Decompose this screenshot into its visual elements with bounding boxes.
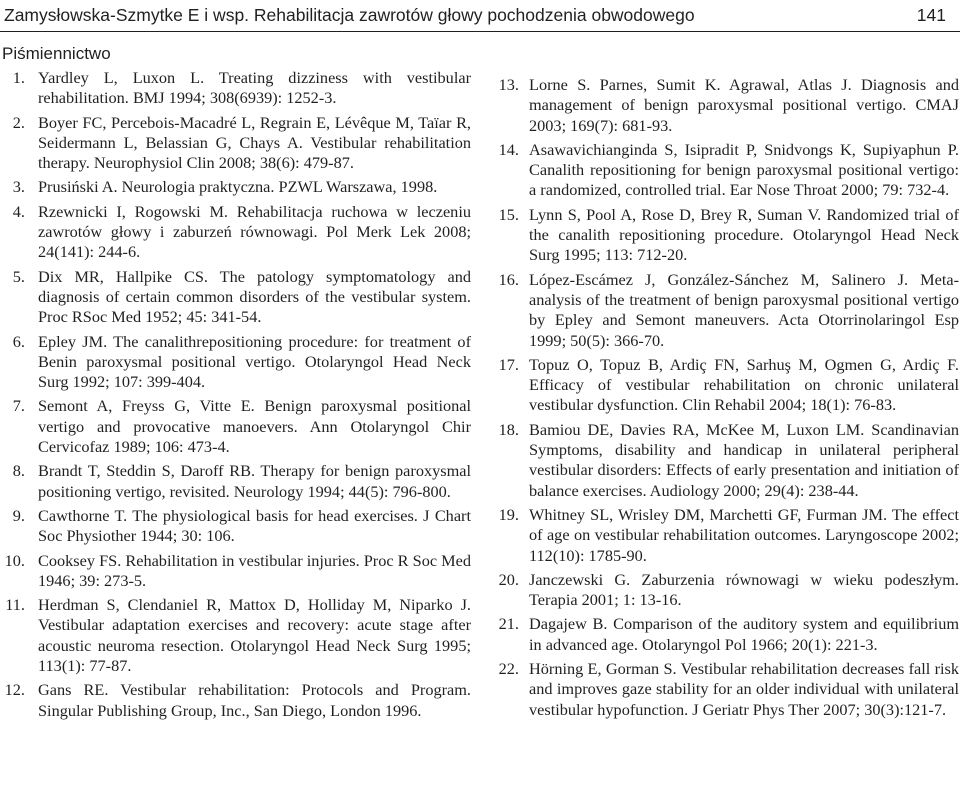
reference-text: Whitney SL, Wrisley DM, Marchetti GF, Furman JM. The effect of age on vestibular rehabilitation outcomes. Laryngoscope 2002; 112(10): 1785-90. xyxy=(529,504,959,565)
reference-number: 17. xyxy=(498,354,519,374)
reference-text: Cawthorne T. The physiological basis for head exercises. J Chart Soc Physiother 1944; 30: 106. xyxy=(38,505,471,546)
reference-text: Bamiou DE, Davies RA, McKee M, Luxon LM. Scandinavian Symptoms, disability and handicap in unilateral peripheral vestibular disorders: Effects of early presentation and initiation of balance exercises. Audiology 2000; 29(4): 238-44. xyxy=(529,419,959,500)
references-column-left xyxy=(0,68,471,725)
reference-number: 7. xyxy=(12,396,25,416)
reference-number: 4. xyxy=(12,201,25,221)
reference-item xyxy=(491,420,959,501)
reference-number: 22. xyxy=(498,659,519,679)
reference-text: Semont A, Freyss G, Vitte E. Benign paroxysmal positional vertigo and provocative manoevers. Ann Otolaryngol Chir Cervicofaz 1989; 106: 473-4. xyxy=(38,396,471,457)
reference-text: Lynn S, Pool A, Rose D, Brey R, Suman V. Randomized trial of the canalith repositioning procedure. Otolaryngol Head Neck Surg 1995; 113: 712-20. xyxy=(529,204,959,265)
reference-item xyxy=(491,355,959,416)
reference-number: 19. xyxy=(498,504,519,524)
reference-number: 13. xyxy=(498,75,519,94)
reference-text: Hörning E, Gorman S. Vestibular rehabilitation decreases fall risk and improves gaze stability for an older individual with unilateral vestibular hypofunction. J Geriatr Phys Ther 2007; 30(3):121-7. xyxy=(529,659,959,719)
section-title: Piśmiennictwo xyxy=(2,44,111,63)
reference-text: López-Escámez J, González-Sánchez M, Salinero J. Meta-analysis of the treatment of benign paroxysmal positional vertigo by Epley and Semont maneuvers. Acta Otorrinolaringol Esp 1999; 50(5): 366-70. xyxy=(529,269,959,350)
reference-list-left xyxy=(0,68,471,721)
reference-item xyxy=(0,506,471,547)
header-divider xyxy=(0,31,960,32)
reference-item xyxy=(0,595,471,676)
reference-number: 9. xyxy=(12,505,25,525)
page-number: 141 xyxy=(916,5,946,25)
reference-number: 3. xyxy=(12,177,25,197)
reference-number: 16. xyxy=(498,269,519,289)
reference-item xyxy=(0,177,471,197)
reference-text: Brandt T, Steddin S, Daroff RB. Therapy for benign paroxysmal positioning vertigo, revisited. Neurology 1994; 44(5): 796-800. xyxy=(38,461,471,501)
reference-item xyxy=(491,614,959,655)
reference-text: Dagajew B. Comparison of the auditory system and equilibrium in advanced age. Otolaryngol Pol 1966; 20(1): 221-3. xyxy=(529,614,959,654)
reference-item xyxy=(491,75,959,136)
reference-item xyxy=(491,570,959,611)
reference-item xyxy=(491,270,959,351)
reference-text: Topuz O, Topuz B, Ardiç FN, Sarhuş M, Ogmen G, Ardiç F. Efficacy of vestibular rehabilitation on chronic unilateral vestibular dysfunction. Clin Rehabil 2004; 18(1): 76-83. xyxy=(529,354,959,415)
header-title: Zamysłowska-Szmytke E i wsp. Rehabilitacja zawrotów głowy pochodzenia obwodowego xyxy=(4,5,695,25)
reference-number: 18. xyxy=(498,419,519,439)
reference-text: Epley JM. The canalithrepositioning procedure: for treatment of Benin paroxysmal positional vertigo. Otolaryngol Head Neck Surg 1992; 107: 399-404. xyxy=(38,331,471,392)
reference-text: Prusiński A. Neurologia praktyczna. PZWL Warszawa, 1998. xyxy=(38,177,438,197)
reference-text: Herdman S, Clendaniel R, Mattox D, Holliday M, Niparko J. Vestibular adaptation exercises and recovery: acute stage after acoustic neuroma resection. Otolaryngol Head Neck Surg 1995; 113(1): 77-87. xyxy=(38,595,471,676)
reference-number: 12. xyxy=(4,680,25,700)
reference-number: 1. xyxy=(12,68,25,87)
reference-item xyxy=(491,140,959,201)
reference-number: 11. xyxy=(5,595,25,615)
reference-number: 2. xyxy=(12,112,25,132)
reference-text: Cooksey FS. Rehabilitation in vestibular injuries. Proc R Soc Med 1946; 39: 273-5. xyxy=(38,550,471,590)
reference-item xyxy=(0,202,471,263)
reference-number: 14. xyxy=(498,139,519,159)
reference-item xyxy=(0,113,471,174)
reference-item xyxy=(491,505,959,566)
reference-item xyxy=(0,332,471,393)
reference-text: Rzewnicki I, Rogowski M. Rehabilitacja ruchowa w leczeniu zawrotów głowy i zaburzeń równowagi. Pol Merk Lek 2008; 24(141): 244-6. xyxy=(38,201,471,262)
reference-item xyxy=(491,659,959,720)
reference-text: Lorne S. Parnes, Sumit K. Agrawal, Atlas J. Diagnosis and management of benign paroxysmal positional vertigo. CMAJ 2003; 169(7): 681-93. xyxy=(529,75,959,135)
reference-item xyxy=(0,680,471,721)
reference-item xyxy=(0,551,471,592)
reference-list-right xyxy=(491,75,959,720)
reference-number: 6. xyxy=(12,331,25,351)
reference-text: Boyer FC, Percebois-Macadré L, Regrain E, Lévêque M, Taïar R, Seidermann L, Belassian G, Chays A. Vestibular rehabilitation therapy. Neurophysiol Clin 2008; 38(6): 479-87. xyxy=(38,112,471,173)
reference-text: Yardley L, Luxon L. Treating dizziness with vestibular rehabilitation. BMJ 1994; 308(6939): 1252-3. xyxy=(38,68,471,108)
reference-text: Janczewski G. Zaburzenia równowagi w wieku podeszłym. Terapia 2001; 1: 13-16. xyxy=(529,569,959,610)
reference-item xyxy=(491,205,959,266)
reference-number: 10. xyxy=(4,550,25,570)
reference-text: Asawavichianginda S, Isipradit P, Snidvongs K, Supiyaphun P. Canalith repositioning for benign paroxysmal positional vertigo: a randomized, controlled trial. Ear Nose Throat 2000; 79: 732-4. xyxy=(529,139,959,200)
reference-text: Dix MR, Hallpike CS. The patology symptomatology and diagnosis of certain common disorders of the vestibular system. Proc RSoc Med 1952; 45: 341-54. xyxy=(38,266,471,327)
reference-number: 15. xyxy=(498,204,519,224)
reference-item xyxy=(0,68,471,109)
reference-number: 21. xyxy=(498,614,519,634)
reference-item xyxy=(0,396,471,457)
reference-item xyxy=(0,267,471,328)
references-column-right xyxy=(491,75,959,724)
reference-item xyxy=(0,461,471,502)
reference-number: 5. xyxy=(12,266,25,286)
reference-number: 20. xyxy=(498,569,519,589)
reference-text: Gans RE. Vestibular rehabilitation: Protocols and Program. Singular Publishing Group, Inc., San Diego, London 1996. xyxy=(38,680,471,720)
running-header xyxy=(0,0,960,30)
reference-number: 8. xyxy=(12,461,25,481)
